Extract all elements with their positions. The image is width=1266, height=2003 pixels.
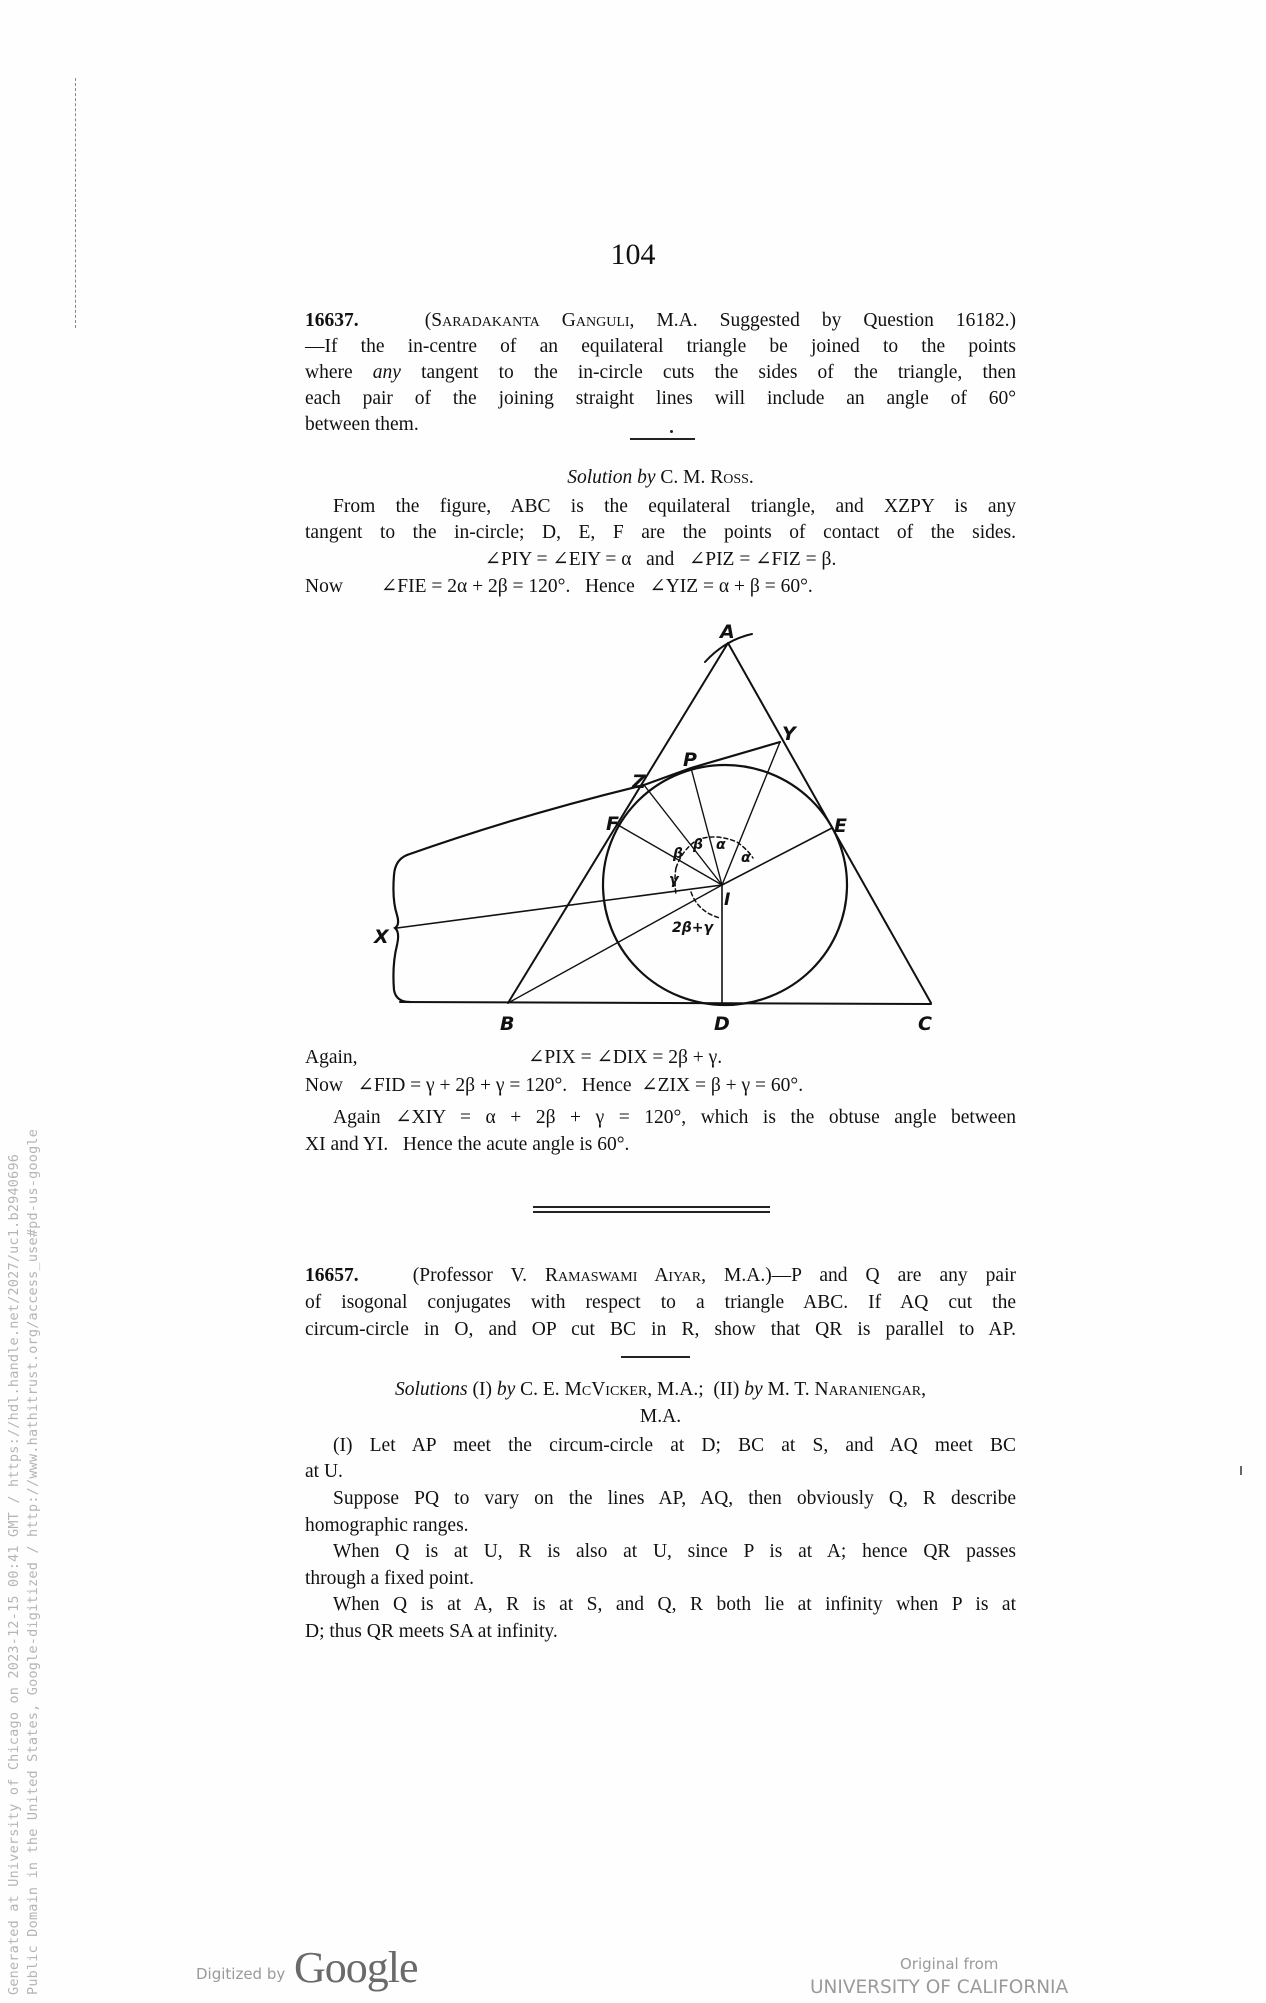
now-label: Now [305,576,343,597]
line-iy [722,742,780,885]
solver-name: McVicker [564,1379,648,1400]
text-fragment: M. T. [762,1379,815,1400]
label-e: E [834,815,847,837]
solution-text-line: tangent to the in-circle; D, E, F are the points of contact of the sides. [305,522,1016,543]
brace-x [393,855,410,1002]
label-alpha-1: α [716,837,726,853]
watermark-line-1: Generated at University of Chicago on 2023-12-15 00:41 GMT / https://hdl.handle.net/2027/uc1.b2940696 [6,1153,22,1995]
question-text-line: circum-circle in O, and OP cut BC in R, show that QR is parallel to AP. [305,1319,1016,1340]
label-2beta-gamma: 2β+γ [672,920,714,936]
text-fragment: where [305,362,353,383]
question-author: Ramaswami Aiyar [545,1265,702,1286]
question-number: 16637. [305,310,359,331]
line-ie [722,828,832,885]
solution-text-line: From the figure, ABC is the equilateral triangle, and XZPY is any [333,496,1016,517]
solution-label: Solution by [567,467,656,488]
label-d: D [714,1013,730,1035]
label-z: Z [632,771,646,793]
text-line: Again ∠XIY = α + 2β + γ = 120°, which is the obtuse angle between [333,1107,1016,1128]
label-i: I [724,890,731,910]
section-double-rule [533,1206,770,1208]
text-fragment: (I) [467,1379,497,1400]
solution-text-line: When Q is at U, R is also at U, since P is at A; hence QR passes [333,1541,1016,1562]
line-ib [508,885,722,1003]
label-gamma: γ [669,872,679,888]
text-fragment: , M.A.; (II) [647,1379,745,1400]
institution-name: UNIVERSITY OF CALIFORNIA [810,1977,1069,1998]
solutions-heading [305,1378,1016,1402]
attribution-open: ( [424,310,432,331]
question-text-line: of isogonal conjugates with respect to a triangle ABC. If AQ cut the [305,1292,1016,1313]
line-iz [644,785,722,885]
label-c: C [918,1013,932,1035]
text-fragment: C. E. [515,1379,565,1400]
text-line [305,1046,1016,1070]
question-text-line: —If the in-centre of an equilateral triangle be joined to the points [305,336,1016,357]
equation: ∠FIE = 2α + 2β = 120°. Hence ∠YIZ = α + β = 60°. [380,576,813,597]
label-x: X [374,926,389,948]
attribution-pre: (Professor V. [412,1265,546,1286]
solution-text-line: When Q is at A, R is at S, and Q, R both lie at infinity when P is at [333,1594,1016,1615]
text-line: XI and YI. Hence the acute angle is 60°. [305,1134,630,1155]
label-beta-2: β [693,837,704,853]
by-label: by [496,1379,516,1400]
angle-arc-2beta-gamma [691,892,720,918]
question-heading [305,1264,1016,1288]
attribution-rest: , M.A. Suggested by Question 16182.) [629,310,1017,331]
scan-margin-artifact [1240,1466,1242,1475]
solution-text-line: homographic ranges. [305,1515,469,1536]
solution-text-line: D; thus QR meets SA at infinity. [305,1621,558,1642]
equation: ∠PIX = ∠DIX = 2β + γ. [528,1047,723,1068]
text-fragment: tangent to the in-circle cuts the sides of the triangle, then [421,362,1017,383]
solution-text-line: Suppose PQ to vary on the lines AP, AQ, then obviously Q, R describe [333,1488,1016,1509]
incircle [603,765,847,1005]
watermark-line-2: Public Domain in the United States, Google-digitized / http://www.hathitrust.org/access_use#pd-us-google [25,1128,41,1995]
text-line: Now ∠FID = γ + 2β + γ = 120°. Hence ∠ZIX = β + γ = 60°. [305,1075,804,1096]
attribution-post: , M.A.)—P and Q are any pair [701,1265,1016,1286]
label-f: F [606,813,619,835]
label-beta-1: β [673,846,684,862]
solution-equation: ∠PIY = ∠EIY = α and ∠PIZ = ∠FIZ = β. [484,549,837,570]
label-p: P [683,749,697,771]
text-fragment: , [921,1379,926,1400]
section-double-rule [533,1211,770,1213]
section-short-rule [621,1356,690,1358]
label-a: A [720,621,735,643]
solution-text-line: at U. [305,1461,343,1482]
solution-text-line: (I) Let AP meet the circum-circle at D; BC at S, and AQ meet BC [333,1435,1016,1456]
again-label: Again, [305,1047,358,1068]
label-alpha-2: α [741,850,751,866]
question-text-line: each pair of the joining straight lines will include an angle of 60° [305,388,1016,409]
original-from-label: Original from [900,1955,999,1973]
line-ip [691,768,722,885]
solutions-label: Solutions [395,1379,468,1400]
side-bc [400,1002,931,1004]
google-logo: Google [294,1943,418,1992]
question-text-line: between them. [305,414,419,435]
page-number: 104 [610,238,656,271]
emphasis-any: any [372,362,401,383]
solution-text-line: through a fixed point. [305,1568,474,1589]
by-label: by [744,1379,763,1400]
question-number: 16657. [305,1265,359,1286]
label-y: Y [782,723,796,745]
digitized-by-label: Digitized by [196,1965,286,1983]
question-author: Saradakanta Ganguli [431,310,630,331]
solver-degree: M.A. [639,1406,682,1427]
label-b: B [500,1013,515,1035]
solution-author: C. M. Ross. [660,467,754,488]
solver-name: Naraniengar [814,1379,922,1400]
